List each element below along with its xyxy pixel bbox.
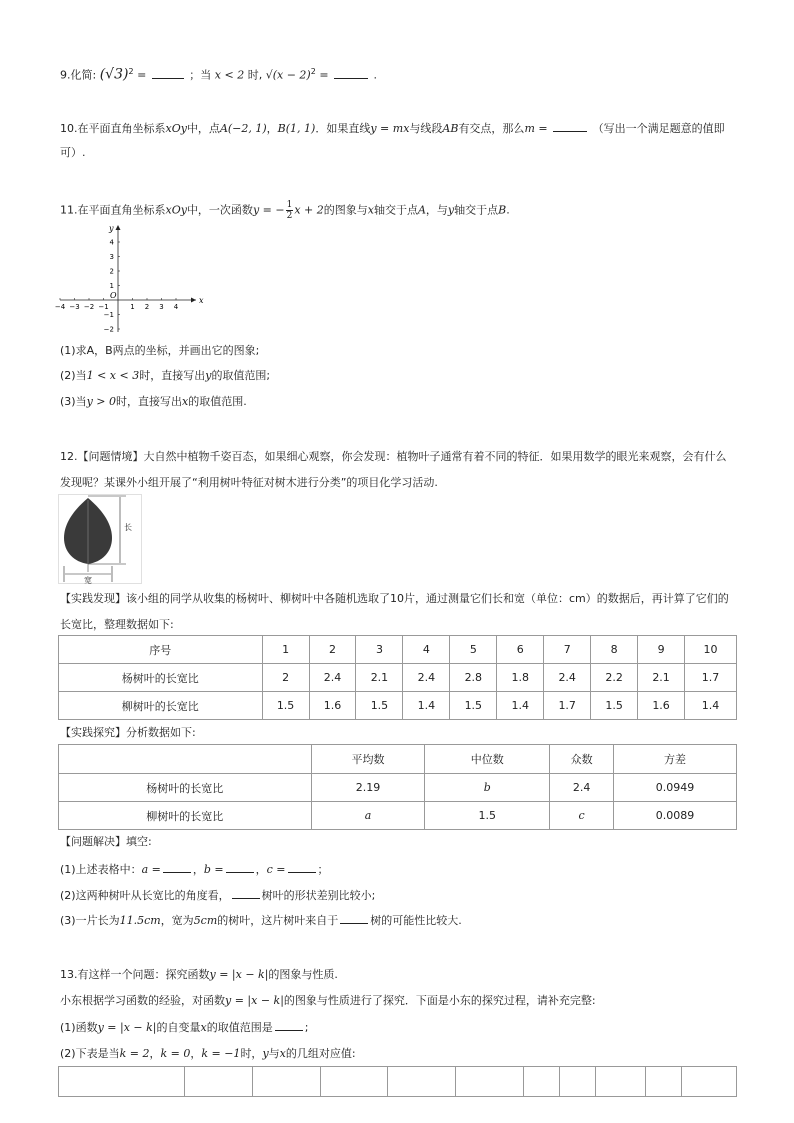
q12-s1-t1: (1)上述表格中： — [60, 863, 142, 876]
q12-explore: 【实践探究】分析数据如下: — [60, 726, 196, 739]
q10-t4: 与线段 — [409, 122, 443, 135]
q9-mid: ；当 — [189, 68, 212, 82]
q13-k3: k = −1 — [201, 1047, 241, 1060]
table1-col: 2 — [309, 636, 356, 664]
q12-s1-c: c = — [266, 863, 286, 876]
y-tick-label: −1 — [103, 311, 114, 319]
q11-sub2-t1: (2)当 — [60, 369, 87, 382]
x-axis-arrow-icon — [191, 298, 196, 303]
table2-header — [59, 745, 312, 774]
q9-exp: 2 — [128, 67, 134, 76]
q13-t1: 13.有这样一个问题：探究函数 — [60, 968, 210, 981]
q13-yv: y — [262, 1047, 269, 1060]
q11-fraction — [286, 200, 294, 221]
q9-sqrt2: √(x − 2) — [265, 68, 311, 82]
q10-t6: （写出一个满足题意的值即 — [592, 122, 725, 135]
table-cell: 1.4 — [685, 692, 737, 720]
q12-intro-2: 发现呢？某课外小组开展了“利用树叶特征对树木进行分类”的项目化学习活动. — [60, 476, 438, 489]
q11-t3: 的图象与 — [323, 203, 368, 217]
q12-blank-s3[interactable] — [340, 912, 368, 924]
q13-s1-var: x — [200, 1021, 207, 1034]
table1-row-label: 柳树叶的长宽比 — [59, 692, 263, 720]
q13-s2-t3: 与 — [268, 1047, 280, 1060]
q11-sub2-cond: 1 < x < 3 — [86, 369, 140, 382]
q13-t2: 的图象与性质. — [268, 968, 338, 981]
q13-xv: x — [279, 1047, 286, 1060]
q12-intro-1: 12.【问题情境】大自然中植物千姿百态，如果细心观察，你会发现：植物叶子通常有着不同的特征．如果用数学的眼光来观察，会有什么 — [60, 450, 727, 463]
q13-l2-t2: 的图象与性质进行了探究．下面是小东的探究过程，请补充完整: — [283, 994, 596, 1007]
q11-y-eq: y = − — [252, 203, 285, 217]
q13-k1: k = 2 — [119, 1047, 150, 1060]
table-cell: 1.5 — [450, 692, 497, 720]
table-cell — [252, 1067, 320, 1097]
table-row — [59, 1067, 737, 1097]
table-cell — [524, 1067, 560, 1097]
q13-line2 — [60, 993, 740, 1009]
q10-point-b: B(1, 1) — [277, 122, 316, 135]
table-cell: 2.1 — [356, 664, 403, 692]
q11-sub1: (1)求A，B两点的坐标，并画出它的图象; — [60, 344, 260, 357]
y-tick-label: 3 — [109, 253, 114, 261]
q12-s2-t2: 树叶的形状差别比较小; — [261, 889, 376, 902]
q12-s2-t1: (2)这两种树叶从长宽比的角度看， — [60, 889, 230, 902]
y-tick-label: 2 — [109, 267, 114, 276]
x-tick-label: 1 — [130, 303, 135, 311]
table-cell: 2.4 — [544, 664, 591, 692]
table-cell: 1.8 — [497, 664, 544, 692]
table-cell — [596, 1067, 646, 1097]
table1-col: 4 — [403, 636, 450, 664]
q9-eq2: = — [319, 68, 333, 82]
q13-table — [58, 1066, 737, 1097]
table-cell: 2.8 — [450, 664, 497, 692]
table-cell: 1.6 — [638, 692, 685, 720]
q13-s1-t2: 的自变量 — [156, 1021, 201, 1034]
q10-point-a: A(−2, 1) — [219, 122, 267, 135]
q9-eq: = — [137, 68, 150, 82]
question-11 — [60, 200, 740, 221]
q13-blank-s1[interactable] — [275, 1019, 303, 1031]
q13-l2-fn: y = |x − k| — [225, 994, 284, 1007]
table-cell: 2.2 — [591, 664, 638, 692]
q11-t2: 中，一次函数 — [186, 203, 253, 217]
q12-practice-2: 长宽比，整理数据如下: — [60, 618, 174, 631]
q11-sub2-t3: 的取值范围; — [211, 369, 271, 382]
x-axis-label: x — [199, 296, 204, 305]
table-cell: 1.7 — [544, 692, 591, 720]
q9-cond: x < 2 — [214, 68, 245, 82]
q11-sub2-var: y — [205, 369, 212, 382]
table1-header-row — [59, 636, 737, 664]
y-tick-label: −2 — [103, 325, 114, 334]
table1-row-label: 杨树叶的长宽比 — [59, 664, 263, 692]
q13-s2-t4: 的几组对应值: — [285, 1047, 356, 1060]
q11-sub3-t3: 的取值范围. — [188, 395, 247, 408]
table-cell — [59, 1067, 185, 1097]
q13-s1-t1: (1)函数 — [60, 1021, 98, 1034]
q11-yvar: y — [447, 203, 455, 217]
y-axis-label: y — [109, 224, 114, 233]
table1-col: 6 — [497, 636, 544, 664]
q13-s2-t1: (2)下表是当 — [60, 1047, 120, 1060]
q12-blank-c[interactable] — [288, 861, 316, 873]
q12-s1-comma1: ， — [192, 863, 204, 876]
q12-blank-b[interactable] — [226, 861, 254, 873]
q12-solve: 【问题解决】填空: — [60, 835, 152, 848]
table-row — [59, 664, 737, 692]
table1-col: 9 — [638, 636, 685, 664]
y-tick-label: 4 — [109, 238, 114, 247]
q12-s3-t1: (3)一片长为 — [60, 914, 120, 927]
table-cell — [682, 1067, 737, 1097]
table-cell: 1.4 — [497, 692, 544, 720]
question-10-line2: 可）. — [60, 146, 86, 159]
q9-prefix: 9.化简: — [60, 68, 97, 82]
q11-t6: 轴交于点 — [454, 203, 499, 217]
leaf-width-label: 宽 — [84, 576, 92, 585]
q13-s1 — [60, 1019, 740, 1036]
table1-header-label: 序号 — [59, 636, 263, 664]
q12-blank-a[interactable] — [163, 861, 191, 873]
q9-cond-suffix: 时, — [247, 68, 263, 82]
q13-s2: (2)下表是当k = 2，k = 0，k = −1时，y与x的几组对应值: — [60, 1047, 356, 1060]
q10-m-eq: m = — [524, 122, 548, 135]
table1-col: 3 — [356, 636, 403, 664]
q13-fn: y = |x − k| — [209, 968, 269, 981]
table2-row-label: 杨树叶的长宽比 — [59, 774, 312, 802]
table-cell: a — [311, 802, 425, 830]
q11-a: A — [417, 203, 426, 217]
q12-s3 — [60, 912, 740, 929]
y-tick-label: 1 — [109, 282, 114, 290]
leaf-length-label: 长 — [124, 523, 132, 532]
table1-col: 7 — [544, 636, 591, 664]
q12-s1-a: a = — [141, 863, 161, 876]
q11-sub3-var: x — [182, 395, 189, 408]
table-cell: 2 — [262, 664, 309, 692]
q13-k2: k = 0 — [160, 1047, 191, 1060]
table-cell: 2.19 — [311, 774, 425, 802]
table-cell: 2.4 — [309, 664, 356, 692]
table2-header: 众数 — [550, 745, 614, 774]
q12-s3-len: 11.5cm — [119, 914, 161, 927]
x-tick-label: −4 — [54, 303, 66, 311]
q10-t5: 有交点，那么 — [458, 122, 525, 135]
coordinate-axes — [54, 222, 208, 336]
q13-s2-t2: 时， — [240, 1047, 263, 1060]
q11-sub2 — [60, 368, 740, 384]
table-cell: 1.4 — [403, 692, 450, 720]
table-row — [59, 802, 737, 830]
q13-s1-t4: ; — [304, 1021, 309, 1034]
q11-t5: ，与 — [425, 203, 448, 217]
table-row — [59, 692, 737, 720]
q9-exp2: 2 — [310, 67, 316, 76]
q12-s1-semi: ； — [317, 863, 329, 876]
table-cell — [320, 1067, 388, 1097]
table-row — [59, 774, 737, 802]
table-cell: c — [550, 802, 614, 830]
y-axis-arrow-icon — [116, 225, 121, 230]
table-cell: 1.5 — [425, 802, 550, 830]
table-cell — [184, 1067, 252, 1097]
table-cell: 2.4 — [550, 774, 614, 802]
table2-header-row — [59, 745, 737, 774]
q13-table-top — [58, 1066, 737, 1123]
q11-xoy: xOy — [165, 203, 187, 217]
q9-sqrt3: (√3) — [99, 66, 129, 83]
q9-blank-2[interactable] — [334, 67, 368, 79]
q12-s2 — [60, 887, 740, 904]
table2-header: 中位数 — [425, 745, 550, 774]
q13-l2-t1: 小东根据学习函数的经验，对函数 — [60, 994, 225, 1007]
leaf-ratio-table — [58, 635, 737, 720]
table1-col: 1 — [262, 636, 309, 664]
q12-practice-1: 【实践发现】该小组的同学从收集的杨树叶、柳树叶中各随机选取了10片，通过测量它们长和宽（单位：cm）的数据后，再计算了它们的 — [60, 592, 729, 605]
q12-s1-comma2: ， — [255, 863, 267, 876]
question-9 — [60, 64, 740, 84]
stats-table — [58, 744, 737, 830]
q12-blank-s2[interactable] — [232, 887, 260, 899]
q12-s3-t3: 的树叶，这片树叶来自于 — [217, 914, 339, 927]
q10-sep: ， — [266, 122, 278, 135]
q11-sub3-t2: 时，直接写出 — [116, 395, 183, 408]
q11-sub3 — [60, 394, 740, 410]
x-tick-label: 4 — [173, 303, 179, 311]
table-cell: 2.4 — [403, 664, 450, 692]
q11-sub3-cond: y > 0 — [86, 395, 117, 408]
q10-blank[interactable] — [553, 120, 587, 132]
q11-t4: 轴交于点 — [373, 203, 418, 217]
table-cell — [388, 1067, 456, 1097]
q11-sub3-t1: (3)当 — [60, 395, 87, 408]
table-cell: 1.7 — [685, 664, 737, 692]
x-tick-label: −1 — [98, 303, 109, 311]
table-cell — [560, 1067, 596, 1097]
q10-xoy: xOy — [165, 122, 187, 135]
table1-col: 10 — [685, 636, 737, 664]
q11-frac-den: 2 — [286, 211, 293, 221]
x-tick-label: −3 — [69, 303, 80, 311]
x-tick-label: 2 — [144, 303, 150, 311]
table-cell: 1.6 — [309, 692, 356, 720]
q10-t3: ．如果直线 — [315, 122, 371, 135]
table-cell: 2.1 — [638, 664, 685, 692]
q12-s3-wid: 5cm — [193, 914, 218, 927]
q12-s3-t2: ，宽为 — [160, 914, 194, 927]
table-cell: 0.0089 — [614, 802, 737, 830]
q10-ab: AB — [442, 122, 459, 135]
table2-header: 方差 — [614, 745, 737, 774]
q10-line-eq: y = mx — [370, 122, 410, 135]
question-13 — [60, 967, 740, 983]
q13-s1-fn: y = |x − k| — [97, 1021, 157, 1034]
question-10 — [60, 120, 740, 137]
table-cell — [646, 1067, 682, 1097]
q11-sub2-t2: 时，直接写出 — [139, 369, 206, 382]
q12-s1 — [60, 861, 740, 878]
origin-label: O — [110, 291, 117, 300]
leaf-figure — [58, 494, 142, 584]
q12-s3-t4: 树的可能性比较大. — [370, 914, 462, 927]
table-cell: b — [425, 774, 550, 802]
table2-header: 平均数 — [311, 745, 425, 774]
table-cell: 1.5 — [262, 692, 309, 720]
q11-t1: 11.在平面直角坐标系 — [60, 203, 166, 217]
q11-xvar: x — [367, 203, 374, 217]
table-cell — [456, 1067, 524, 1097]
table1-col: 5 — [450, 636, 497, 664]
table-cell: 0.0949 — [614, 774, 737, 802]
q10-t1: 10.在平面直角坐标系 — [60, 122, 166, 135]
table1-col: 8 — [591, 636, 638, 664]
table-cell: 1.5 — [356, 692, 403, 720]
q11-t7: . — [506, 203, 510, 217]
q9-blank-1[interactable] — [152, 67, 184, 79]
q11-b: B — [498, 203, 507, 217]
table-cell: 1.5 — [591, 692, 638, 720]
q11-fx: x + 2 — [294, 203, 324, 217]
x-tick-label: 3 — [159, 303, 164, 311]
q9-end: . — [373, 68, 378, 82]
x-tick-label: −2 — [83, 303, 95, 311]
q10-t2: 中，点 — [186, 122, 220, 135]
q13-s1-t3: 的取值范围是 — [206, 1021, 273, 1034]
table2-row-label: 柳树叶的长宽比 — [59, 802, 312, 830]
q11-frac-num: 1 — [286, 200, 293, 210]
q12-s1-b: b = — [203, 863, 224, 876]
